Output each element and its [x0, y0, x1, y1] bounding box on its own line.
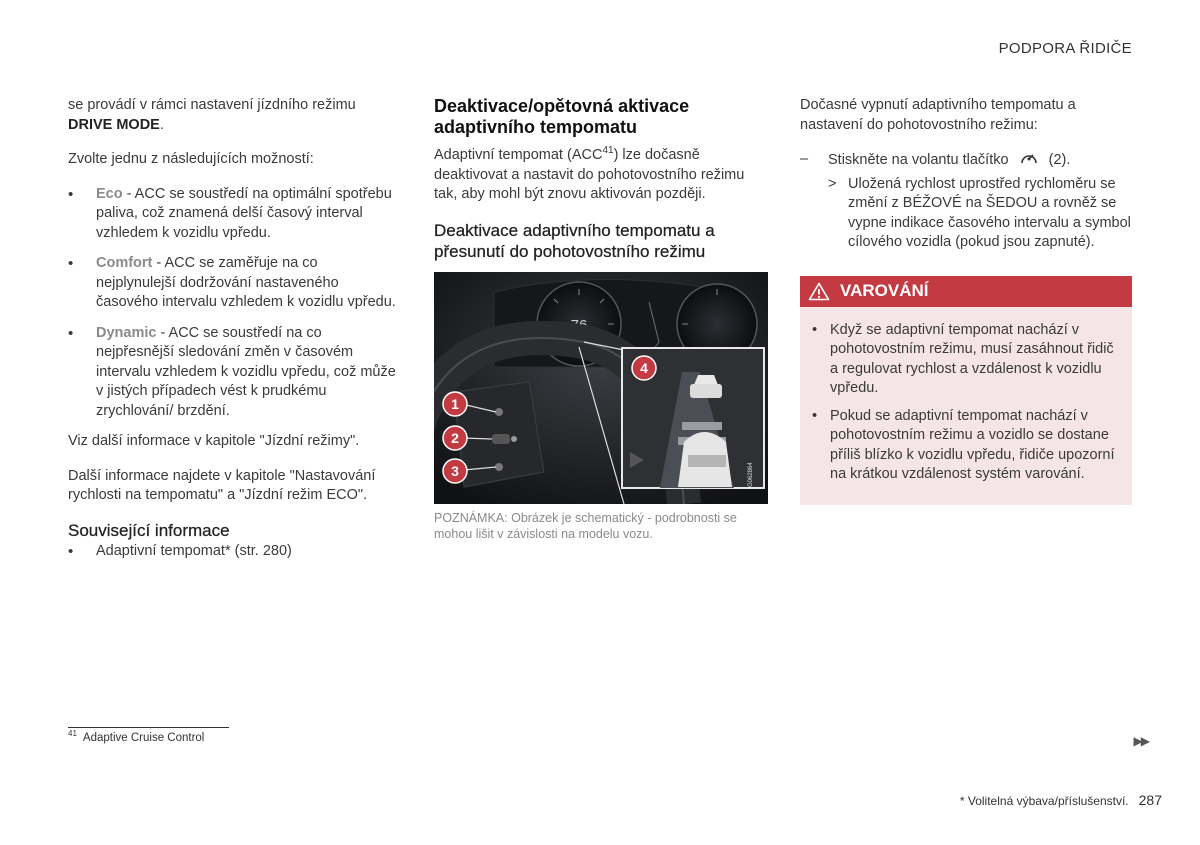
warning-text: Pokud se adaptivní tempomat nachází v pohotovostním režimu a vozidlo se dostane příliš blízko k vozidlu vpředu, řidiče upozorní na krátkou vzdálenost systém varování.: [830, 407, 1115, 482]
bullet-icon: •: [68, 185, 74, 203]
mode-term: Comfort: [96, 255, 153, 271]
figure-caption: POZNÁMKA: Obrázek je schematický - podrobnosti se mohou lišit v závislosti na modelu vozu.: [434, 510, 737, 541]
cruise-control-button-icon: [1019, 150, 1039, 166]
right-column: [800, 96, 1132, 505]
figure-illustration: [434, 272, 768, 504]
callout-1-label: 1: [451, 395, 459, 412]
step-dash: –: [800, 151, 809, 167]
standby-intro: Dočasné vypnutí adaptivního tempomatu a nastavení do pohotovostního režimu:: [800, 97, 1076, 133]
list-item: [68, 185, 398, 244]
result-marker: >: [828, 175, 837, 192]
result-text: Uložená rychlost uprostřed rychloměru se změní z BÉŽOVÉ na ŠEDOU a rovněž se vypne indikace časového intervalu a symbol cílového vozidla (pokud jsou zapnuté).: [848, 175, 1131, 250]
intro-text: se provádí v rámci nastavení jízdního režimu: [68, 97, 356, 113]
subheading: Deaktivace adaptivního tempomatu a přesunutí do pohotovostního režimu: [434, 220, 715, 261]
warning-list: [812, 321, 1122, 485]
left-column: [68, 96, 398, 573]
list-item: [68, 254, 398, 313]
related-link[interactable]: [68, 542, 398, 562]
warning-text: Když se adaptivní tempomat nachází v pohotovostním režimu, musí zasáhnout řidič a regulovat rychlost a vzdálenost k vozidlu vpředu.: [830, 321, 1114, 396]
callout-1: [443, 392, 467, 416]
warning-header: [800, 276, 1132, 307]
bullet-icon: •: [68, 255, 74, 272]
acc-paragraph: [434, 146, 768, 205]
step-text: Stiskněte na volantu tlačítko: [828, 152, 1009, 168]
warning-triangle-icon: [808, 282, 830, 301]
instruction-step: [800, 150, 1132, 171]
middle-column: [434, 96, 768, 542]
mode-description: - ACC se zaměřuje na co nejplynulejší dodržování nastaveného časového intervalu vzhledem k vozidlu vpředu.: [96, 255, 396, 310]
callout-3: [443, 459, 467, 483]
more-info-text: Další informace najdete v kapitole "Nastavování rychlosti na tempomatu" a "Jízdní režim ECO".: [68, 467, 376, 503]
mode-description: - ACC se soustředí na co nejpřesnější sledování změn v časovém intervalu vzhledem k vozidlu vpředu, což může v jistých případech vést k prudkému zrychlování/ brzdění.: [96, 324, 396, 419]
step-result: [800, 175, 1132, 253]
related-heading: Související informace: [68, 520, 230, 540]
choose-text: Zvolte jednu z následujících možností:: [68, 151, 314, 167]
continue-arrows-icon: ▶▶: [1133, 734, 1148, 748]
mode-description: - ACC se soustředí na optimální spotřebu paliva, což znamená delší časový interval vzhledem k vozidlu vpředu.: [96, 185, 392, 241]
mode-term: Dynamic: [96, 324, 157, 341]
footnote-ref[interactable]: 41: [602, 145, 614, 157]
drive-mode-label: DRIVE MODE: [68, 116, 160, 133]
page-number: 287: [1138, 792, 1162, 808]
footer-note: * Volitelná výbava/příslušenství.: [959, 794, 1129, 808]
para-end: ) lze dočasně deaktivovat a nastavit do pohotovostního režimu tak, aby mohl být znovu aktivován později.: [434, 147, 745, 202]
bullet-icon: •: [812, 321, 818, 338]
related-link-text[interactable]: Adaptivní tempomat* (str. 280): [96, 543, 292, 559]
footnote-divider: [68, 727, 229, 728]
para-start: Adaptivní tempomat (ACC: [434, 147, 603, 163]
footnote-text: Adaptive Cruise Control: [82, 732, 205, 744]
warning-box: [800, 276, 1132, 505]
bullet-icon: •: [68, 543, 74, 560]
related-list: [68, 542, 398, 562]
callout-4-label: 4: [640, 359, 648, 376]
page-footer: [960, 792, 1162, 808]
figure-code: G062864: [748, 461, 754, 487]
callout-3-label: 3: [451, 462, 459, 479]
footnote-number: 41: [68, 729, 77, 739]
see-more-text: Viz další informace v kapitole "Jízdní režimy".: [68, 433, 360, 449]
bullet-icon: •: [812, 407, 818, 424]
bullet-icon: •: [68, 324, 74, 342]
callout-2: [443, 426, 467, 450]
mode-list: [68, 185, 398, 422]
intro-paragraph: [68, 96, 398, 135]
intro-end: .: [159, 116, 164, 133]
steering-wheel-figure: [434, 272, 768, 504]
section-title: PODPORA ŘIDIČE: [998, 40, 1132, 57]
callout-4: [632, 356, 656, 380]
warning-title: VAROVÁNÍ: [840, 281, 929, 301]
speed-readout: 76: [570, 316, 588, 334]
list-item: [812, 407, 1122, 485]
list-item: [68, 324, 398, 422]
footnote: [68, 729, 205, 744]
callout-2-label: 2: [451, 429, 459, 446]
mode-term: Eco: [96, 185, 123, 202]
list-item: [812, 321, 1122, 399]
section-heading: Deaktivace/opětovná aktivace adaptivního tempomatu: [434, 96, 690, 137]
warning-body: [800, 307, 1132, 505]
step-ref: (2).: [1048, 152, 1071, 168]
